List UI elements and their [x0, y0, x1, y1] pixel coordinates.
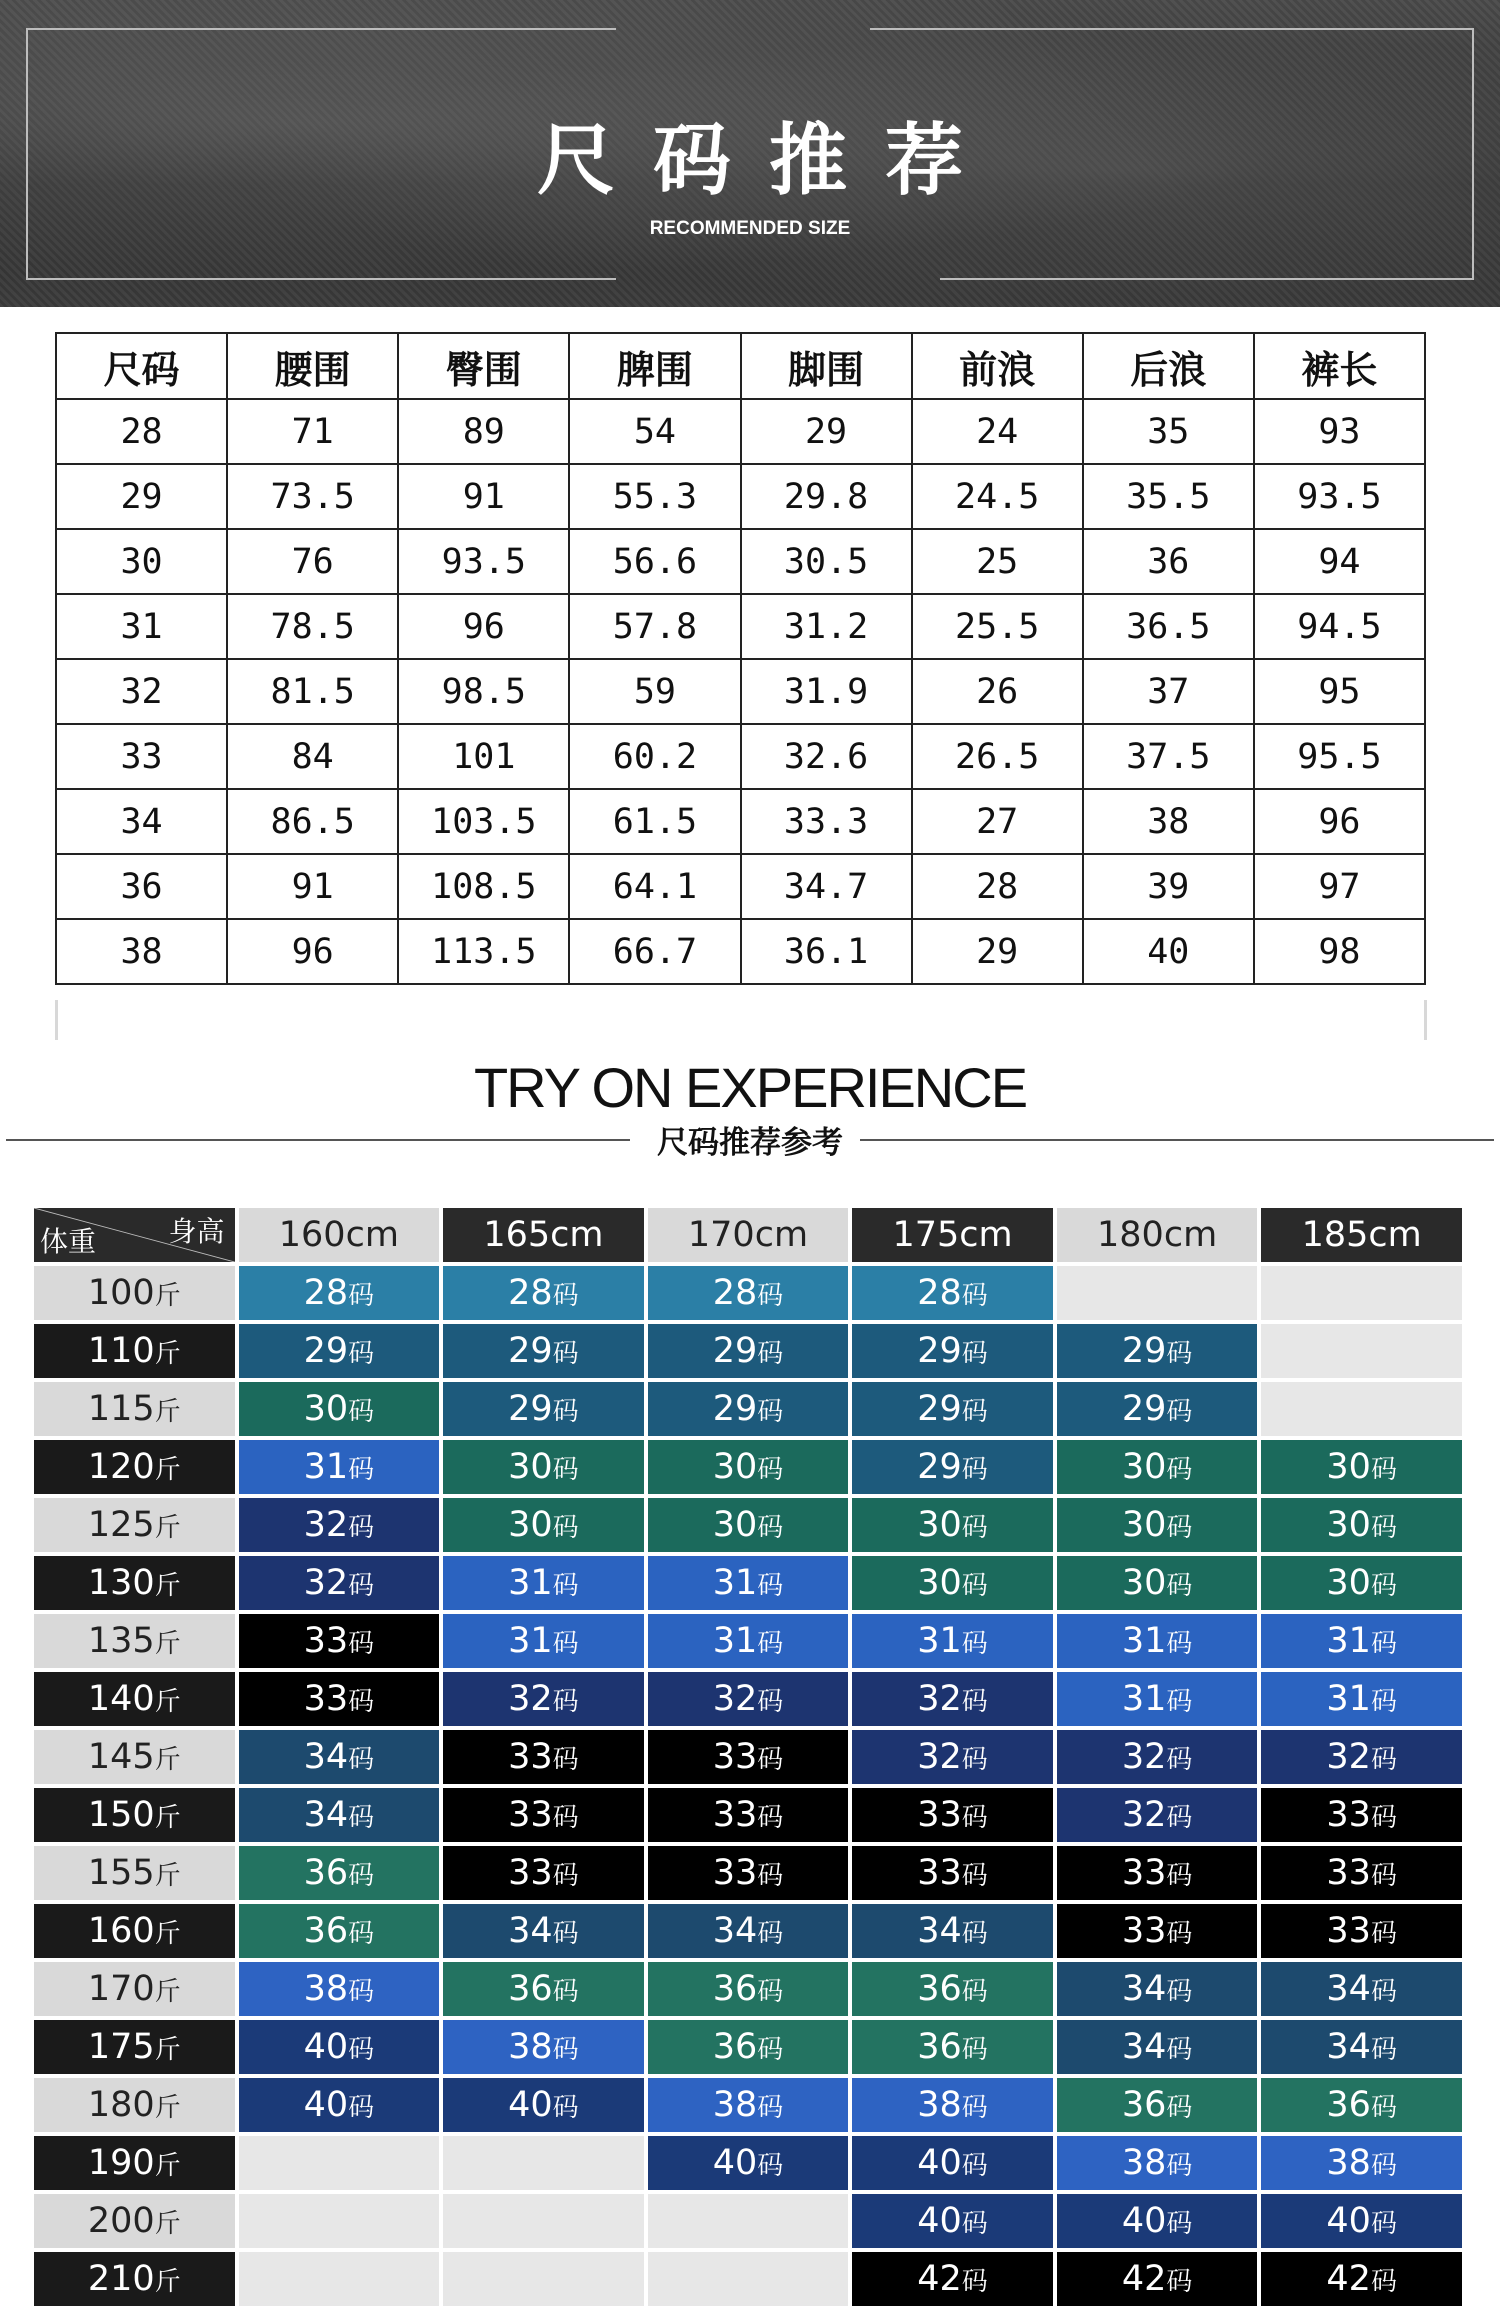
- grid-size-cell: 32码: [1261, 1730, 1462, 1784]
- grid-row: [34, 1846, 1462, 1900]
- grid-size-cell: 30码: [1057, 1556, 1258, 1610]
- grid-size-cell: 33码: [443, 1788, 644, 1842]
- grid-size-cell: 30码: [239, 1382, 440, 1436]
- grid-size-cell: 38码: [1261, 2136, 1462, 2190]
- grid-size-cell: 31码: [239, 1440, 440, 1494]
- grid-size-cell: 38码: [852, 2078, 1053, 2132]
- grid-size-cell: 40码: [1261, 2194, 1462, 2248]
- grid-size-cell: 38码: [1057, 2136, 1258, 2190]
- grid-weight-label: 135斤: [34, 1614, 235, 1668]
- table-cell: 73.5: [227, 464, 398, 529]
- grid-size-cell: 30码: [852, 1498, 1053, 1552]
- grid-size-cell: 34码: [1057, 2020, 1258, 2074]
- grid-size-cell: 38码: [648, 2078, 849, 2132]
- table-cell: 56.6: [569, 529, 740, 594]
- grid-size-cell: 33码: [443, 1730, 644, 1784]
- banner-title: 尺码推荐: [536, 116, 1001, 206]
- banner-frame-line: [870, 28, 1474, 30]
- try-on-title: TRY ON EXPERIENCE: [473, 1056, 1027, 1119]
- grid-size-cell: 30码: [1057, 1498, 1258, 1552]
- grid-size-cell: 40码: [1057, 2194, 1258, 2248]
- table-cell: 59: [569, 659, 740, 724]
- grid-size-cell: 34码: [239, 1730, 440, 1784]
- grid-size-cell: 30码: [1261, 1556, 1462, 1610]
- table-cell: 95.5: [1254, 724, 1425, 789]
- size-table: [55, 332, 1426, 985]
- table-cell: 24: [912, 399, 1083, 464]
- grid-empty-cell: [1261, 1324, 1462, 1378]
- table-cell: 54: [569, 399, 740, 464]
- grid-size-cell: 42码: [1261, 2252, 1462, 2306]
- table-cell: 60.2: [569, 724, 740, 789]
- table-cell: 36: [1083, 529, 1254, 594]
- grid-weight-label: 115斤: [34, 1382, 235, 1436]
- table-row: [56, 594, 1425, 659]
- grid-row: [34, 2252, 1462, 2306]
- table-cell: 32.6: [741, 724, 912, 789]
- grid-row: [34, 1672, 1462, 1726]
- table-cell: 36.1: [741, 919, 912, 984]
- table-cell: 93.5: [398, 529, 569, 594]
- table-cell: 38: [1083, 789, 1254, 854]
- grid-size-cell: 36码: [443, 1962, 644, 2016]
- table-cell: 30: [56, 529, 227, 594]
- table-cell: 57.8: [569, 594, 740, 659]
- table-cell: 38: [56, 919, 227, 984]
- grid-size-cell: 34码: [1261, 1962, 1462, 2016]
- grid-size-cell: 34码: [443, 1904, 644, 1958]
- grid-empty-cell: [239, 2136, 440, 2190]
- grid-size-cell: 33码: [648, 1846, 849, 1900]
- banner: [0, 0, 1500, 307]
- grid-size-cell: 33码: [648, 1730, 849, 1784]
- grid-size-cell: 34码: [648, 1904, 849, 1958]
- grid-size-cell: 31码: [1057, 1672, 1258, 1726]
- table-cell: 93: [1254, 399, 1425, 464]
- grid-size-cell: 36码: [239, 1904, 440, 1958]
- grid-size-cell: 32码: [239, 1498, 440, 1552]
- grid-size-cell: 29码: [852, 1324, 1053, 1378]
- grid-size-cell: 33码: [239, 1614, 440, 1668]
- table-cell: 33.3: [741, 789, 912, 854]
- grid-size-cell: 31码: [443, 1556, 644, 1610]
- table-cell: 95: [1254, 659, 1425, 724]
- table-cell: 40: [1083, 919, 1254, 984]
- grid-row: [34, 2194, 1462, 2248]
- grid-size-cell: 29码: [443, 1382, 644, 1436]
- table-cell: 34.7: [741, 854, 912, 919]
- grid-weight-label: 150斤: [34, 1788, 235, 1842]
- grid-size-cell: 34码: [1261, 2020, 1462, 2074]
- table-cell: 64.1: [569, 854, 740, 919]
- table-cell: 34: [56, 789, 227, 854]
- table-side-rule: [1424, 1000, 1427, 1040]
- size-table-column-header: 脾围: [569, 333, 740, 399]
- grid-size-cell: 31码: [648, 1556, 849, 1610]
- grid-size-cell: 28码: [648, 1266, 849, 1320]
- grid-size-cell: 32码: [852, 1672, 1053, 1726]
- table-cell: 66.7: [569, 919, 740, 984]
- grid-size-cell: 31码: [648, 1614, 849, 1668]
- table-cell: 91: [227, 854, 398, 919]
- table-cell: 28: [912, 854, 1083, 919]
- table-cell: 96: [227, 919, 398, 984]
- grid-weight-label: 170斤: [34, 1962, 235, 2016]
- grid-row: [34, 1382, 1462, 1436]
- grid-row: [34, 1498, 1462, 1552]
- table-cell: 97: [1254, 854, 1425, 919]
- grid-row: [34, 2078, 1462, 2132]
- grid-size-cell: 33码: [1057, 1846, 1258, 1900]
- table-cell: 26.5: [912, 724, 1083, 789]
- grid-row: [34, 1324, 1462, 1378]
- grid-height-header: 175cm: [852, 1208, 1053, 1262]
- grid-size-cell: 31码: [852, 1614, 1053, 1668]
- table-cell: 91: [398, 464, 569, 529]
- grid-size-cell: 40码: [648, 2136, 849, 2190]
- table-cell: 103.5: [398, 789, 569, 854]
- table-cell: 37: [1083, 659, 1254, 724]
- grid-empty-cell: [1057, 1266, 1258, 1320]
- grid-size-cell: 32码: [852, 1730, 1053, 1784]
- table-cell: 25.5: [912, 594, 1083, 659]
- grid-size-cell: 38码: [443, 2020, 644, 2074]
- grid-weight-label: 110斤: [34, 1324, 235, 1378]
- grid-size-cell: 31码: [1261, 1672, 1462, 1726]
- grid-weight-label: 200斤: [34, 2194, 235, 2248]
- grid-size-cell: 32码: [1057, 1730, 1258, 1784]
- table-row: [56, 854, 1425, 919]
- size-table-column-header: 臀围: [398, 333, 569, 399]
- grid-size-cell: 36码: [852, 2020, 1053, 2074]
- table-cell: 30.5: [741, 529, 912, 594]
- grid-size-cell: 36码: [648, 2020, 849, 2074]
- grid-size-cell: 33码: [648, 1788, 849, 1842]
- grid-size-cell: 42码: [852, 2252, 1053, 2306]
- grid-size-cell: 36码: [239, 1846, 440, 1900]
- grid-size-cell: 30码: [443, 1440, 644, 1494]
- grid-empty-cell: [1261, 1382, 1462, 1436]
- grid-weight-label: 180斤: [34, 2078, 235, 2132]
- grid-size-cell: 30码: [443, 1498, 644, 1552]
- grid-size-cell: 40码: [239, 2020, 440, 2074]
- grid-size-cell: 30码: [648, 1440, 849, 1494]
- table-cell: 94.5: [1254, 594, 1425, 659]
- grid-row: [34, 2020, 1462, 2074]
- table-cell: 94: [1254, 529, 1425, 594]
- grid-size-cell: 29码: [852, 1440, 1053, 1494]
- grid-size-cell: 36码: [1057, 2078, 1258, 2132]
- table-cell: 71: [227, 399, 398, 464]
- grid-height-header: 165cm: [443, 1208, 644, 1262]
- grid-empty-cell: [239, 2252, 440, 2306]
- table-row: [56, 789, 1425, 854]
- grid-size-cell: 31码: [1261, 1614, 1462, 1668]
- table-cell: 24.5: [912, 464, 1083, 529]
- grid-weight-label: 160斤: [34, 1904, 235, 1958]
- table-cell: 89: [398, 399, 569, 464]
- table-cell: 25: [912, 529, 1083, 594]
- table-cell: 113.5: [398, 919, 569, 984]
- grid-row: [34, 1556, 1462, 1610]
- grid-row: [34, 1962, 1462, 2016]
- size-recommend-grid: [30, 1204, 1466, 2310]
- table-row: [56, 399, 1425, 464]
- grid-size-cell: 28码: [852, 1266, 1053, 1320]
- grid-size-cell: 33码: [1261, 1846, 1462, 1900]
- grid-size-cell: 33码: [443, 1846, 644, 1900]
- grid-weight-label: 190斤: [34, 2136, 235, 2190]
- table-cell: 29: [912, 919, 1083, 984]
- grid-row: [34, 1788, 1462, 1842]
- table-cell: 55.3: [569, 464, 740, 529]
- grid-size-cell: 33码: [1261, 1904, 1462, 1958]
- grid-size-cell: 33码: [852, 1788, 1053, 1842]
- grid-weight-label: 125斤: [34, 1498, 235, 1552]
- table-cell: 108.5: [398, 854, 569, 919]
- grid-size-cell: 29码: [852, 1382, 1053, 1436]
- grid-size-cell: 31码: [1057, 1614, 1258, 1668]
- grid-size-cell: 30码: [1261, 1440, 1462, 1494]
- grid-size-cell: 28码: [239, 1266, 440, 1320]
- grid-header-row: [34, 1208, 1462, 1262]
- table-cell: 31.2: [741, 594, 912, 659]
- grid-row: [34, 1614, 1462, 1668]
- table-cell: 36: [56, 854, 227, 919]
- table-cell: 29.8: [741, 464, 912, 529]
- grid-empty-cell: [443, 2194, 644, 2248]
- grid-size-cell: 30码: [1057, 1440, 1258, 1494]
- grid-size-cell: 36码: [648, 1962, 849, 2016]
- table-row: [56, 724, 1425, 789]
- table-cell: 35.5: [1083, 464, 1254, 529]
- grid-weight-label: 100斤: [34, 1266, 235, 1320]
- grid-size-cell: 29码: [1057, 1382, 1258, 1436]
- grid-size-cell: 33码: [239, 1672, 440, 1726]
- grid-empty-cell: [1261, 1266, 1462, 1320]
- table-cell: 81.5: [227, 659, 398, 724]
- table-cell: 61.5: [569, 789, 740, 854]
- table-cell: 31.9: [741, 659, 912, 724]
- banner-frame-line: [26, 28, 616, 30]
- grid-empty-cell: [443, 2252, 644, 2306]
- grid-row: [34, 1266, 1462, 1320]
- table-cell: 98: [1254, 919, 1425, 984]
- table-cell: 29: [56, 464, 227, 529]
- size-table-column-header: 脚围: [741, 333, 912, 399]
- grid-empty-cell: [648, 2194, 849, 2248]
- table-cell: 96: [1254, 789, 1425, 854]
- table-cell: 26: [912, 659, 1083, 724]
- grid-size-cell: 32码: [1057, 1788, 1258, 1842]
- grid-weight-label: 175斤: [34, 2020, 235, 2074]
- grid-size-cell: 40码: [239, 2078, 440, 2132]
- grid-size-cell: 36码: [1261, 2078, 1462, 2132]
- grid-weight-label: 210斤: [34, 2252, 235, 2306]
- table-row: [56, 919, 1425, 984]
- grid-height-header: 185cm: [1261, 1208, 1462, 1262]
- table-cell: 33: [56, 724, 227, 789]
- grid-size-cell: 29码: [443, 1324, 644, 1378]
- grid-size-cell: 29码: [648, 1382, 849, 1436]
- grid-empty-cell: [443, 2136, 644, 2190]
- table-row: [56, 529, 1425, 594]
- grid-empty-cell: [239, 2194, 440, 2248]
- grid-size-cell: 30码: [852, 1556, 1053, 1610]
- grid-height-header: 170cm: [648, 1208, 849, 1262]
- grid-size-cell: 33码: [1261, 1788, 1462, 1842]
- table-side-rule: [55, 1000, 58, 1040]
- grid-corner: [34, 1208, 235, 1262]
- table-cell: 86.5: [227, 789, 398, 854]
- table-cell: 84: [227, 724, 398, 789]
- grid-size-cell: 29码: [1057, 1324, 1258, 1378]
- table-cell: 31: [56, 594, 227, 659]
- size-table-column-header: 后浪: [1083, 333, 1254, 399]
- grid-row: [34, 1440, 1462, 1494]
- size-table-column-header: 尺码: [56, 333, 227, 399]
- table-cell: 35: [1083, 399, 1254, 464]
- size-table-column-header: 裤长: [1254, 333, 1425, 399]
- banner-subtitle: RECOMMENDED SIZE: [649, 218, 851, 239]
- grid-height-header: 160cm: [239, 1208, 440, 1262]
- grid-size-cell: 32码: [443, 1672, 644, 1726]
- grid-size-cell: 40码: [443, 2078, 644, 2132]
- grid-size-cell: 42码: [1057, 2252, 1258, 2306]
- grid-size-cell: 34码: [1057, 1962, 1258, 2016]
- table-cell: 37.5: [1083, 724, 1254, 789]
- grid-size-cell: 30码: [648, 1498, 849, 1552]
- grid-size-cell: 29码: [239, 1324, 440, 1378]
- grid-row: [34, 2136, 1462, 2190]
- table-row: [56, 659, 1425, 724]
- grid-row: [34, 1904, 1462, 1958]
- table-cell: 78.5: [227, 594, 398, 659]
- size-table-column-header: 腰围: [227, 333, 398, 399]
- grid-size-cell: 38码: [239, 1962, 440, 2016]
- grid-size-cell: 32码: [239, 1556, 440, 1610]
- grid-size-cell: 33码: [852, 1846, 1053, 1900]
- grid-size-cell: 33码: [1057, 1904, 1258, 1958]
- size-table-header: [56, 333, 1425, 399]
- table-cell: 36.5: [1083, 594, 1254, 659]
- grid-empty-cell: [648, 2252, 849, 2306]
- grid-weight-label: 155斤: [34, 1846, 235, 1900]
- grid-size-cell: 36码: [852, 1962, 1053, 2016]
- try-on-subtitle: 尺码推荐参考: [0, 1117, 1500, 1162]
- grid-size-cell: 31码: [443, 1614, 644, 1668]
- table-cell: 27: [912, 789, 1083, 854]
- grid-weight-label: 130斤: [34, 1556, 235, 1610]
- grid-size-cell: 29码: [648, 1324, 849, 1378]
- grid-size-cell: 34码: [239, 1788, 440, 1842]
- banner-frame-line: [26, 278, 616, 280]
- table-cell: 93.5: [1254, 464, 1425, 529]
- grid-size-cell: 30码: [1261, 1498, 1462, 1552]
- table-cell: 28: [56, 399, 227, 464]
- grid-size-cell: 32码: [648, 1672, 849, 1726]
- grid-size-cell: 40码: [852, 2136, 1053, 2190]
- table-cell: 39: [1083, 854, 1254, 919]
- grid-height-header: 180cm: [1057, 1208, 1258, 1262]
- grid-weight-label: 120斤: [34, 1440, 235, 1494]
- table-cell: 32: [56, 659, 227, 724]
- table-cell: 29: [741, 399, 912, 464]
- grid-size-cell: 34码: [852, 1904, 1053, 1958]
- corner-weight-label: 体重: [40, 1225, 97, 1258]
- grid-weight-label: 145斤: [34, 1730, 235, 1784]
- grid-row: [34, 1730, 1462, 1784]
- table-cell: 96: [398, 594, 569, 659]
- banner-frame-line: [940, 278, 1474, 280]
- table-cell: 98.5: [398, 659, 569, 724]
- table-cell: 101: [398, 724, 569, 789]
- grid-weight-label: 140斤: [34, 1672, 235, 1726]
- size-table-column-header: 前浪: [912, 333, 1083, 399]
- corner-height-label: 身高: [168, 1215, 225, 1248]
- grid-size-cell: 40码: [852, 2194, 1053, 2248]
- grid-size-cell: 28码: [443, 1266, 644, 1320]
- table-cell: 76: [227, 529, 398, 594]
- table-row: [56, 464, 1425, 529]
